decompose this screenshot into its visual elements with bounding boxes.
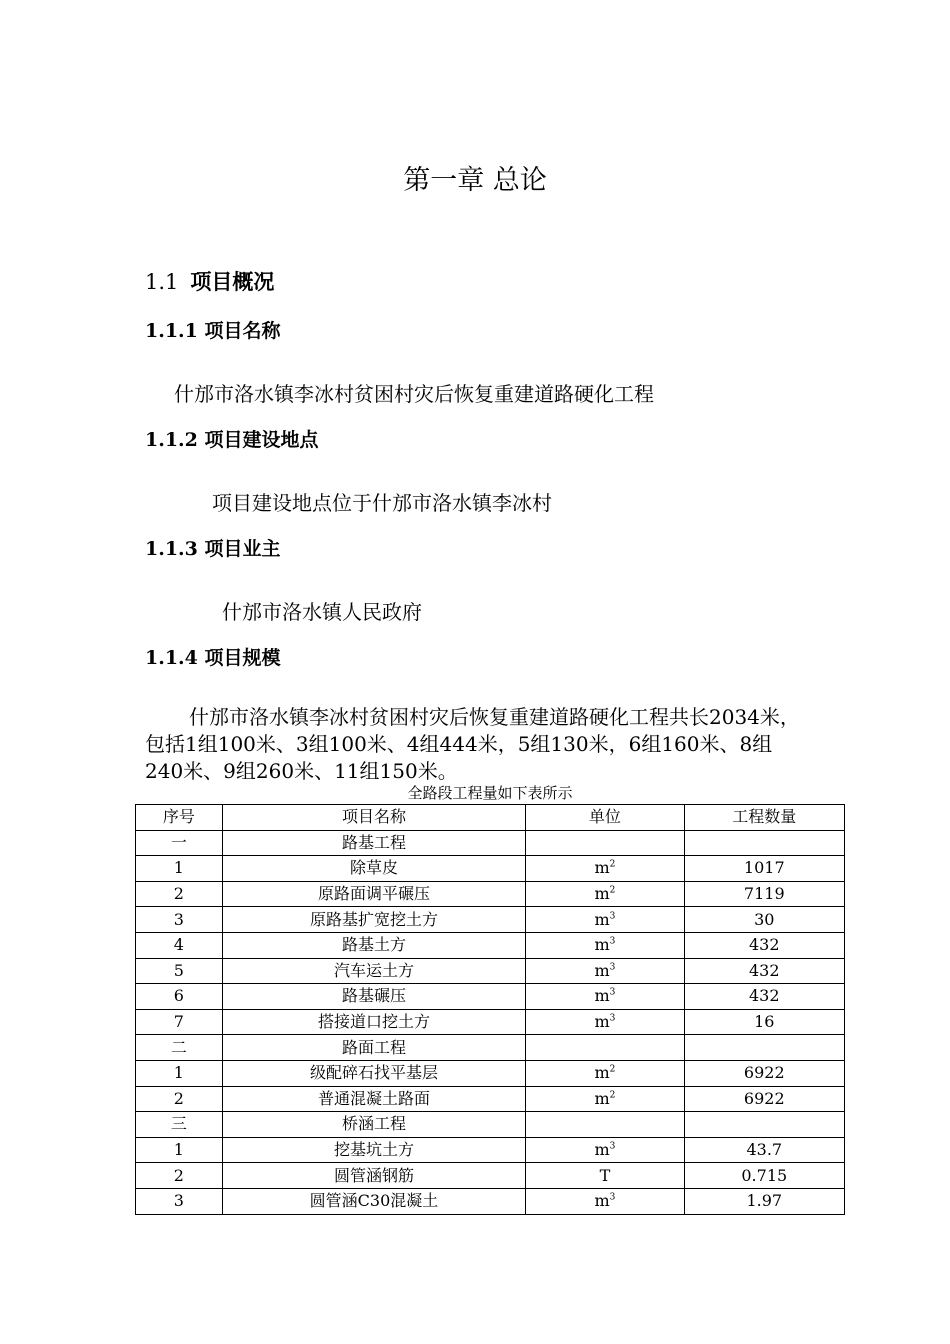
cell-item: 除草皮 [222, 856, 526, 882]
cell-quantity: 6922 [684, 1060, 844, 1086]
subsection-heading-scale: 1.1.4 项目规模 [145, 647, 281, 669]
subsection-heading-owner: 1.1.3 项目业主 [145, 538, 281, 560]
cell-unit: T [526, 1163, 684, 1189]
cell-quantity [684, 1112, 844, 1138]
cell-unit: $m^2$ [526, 881, 684, 907]
table-row [136, 1112, 845, 1138]
table-row [136, 881, 845, 907]
cell-index: 2 [136, 881, 223, 907]
cell-index: 一 [136, 830, 223, 856]
table-row [136, 984, 845, 1010]
cell-unit: $m^3$ [526, 1137, 684, 1163]
project-scale-paragraph: 什邡市洛水镇李冰村贫困村灾后恢复重建道路硬化工程共长2034米，包括1组100米、3组100米、4组444米，5组130米，6组160米、8组240米、9组260米、11组150米。 [145, 705, 800, 783]
table-row [136, 907, 845, 933]
table-row [136, 1060, 845, 1086]
cell-item: 桥涵工程 [222, 1112, 526, 1138]
header-quantity: 工程数量 [684, 805, 844, 831]
cell-index: 3 [136, 1188, 223, 1214]
cell-quantity: 432 [684, 932, 844, 958]
subsection-heading-location: 1.1.2 项目建设地点 [145, 429, 319, 451]
table-caption: 全路段工程量如下表所示 [407, 784, 573, 802]
table-row [136, 1188, 845, 1214]
cell-unit: $m^3$ [526, 907, 684, 933]
cell-index: 5 [136, 958, 223, 984]
table-row [136, 1137, 845, 1163]
cell-unit [526, 1035, 684, 1061]
header-index: 序号 [136, 805, 223, 831]
cell-item: 原路基扩宽挖土方 [222, 907, 526, 933]
cell-item: 圆管涵钢筋 [222, 1163, 526, 1189]
table-row [136, 1086, 845, 1112]
cell-index: 2 [136, 1163, 223, 1189]
cell-item: 级配碎石找平基层 [222, 1060, 526, 1086]
section-title: 项目概况 [190, 269, 275, 294]
cell-index: 3 [136, 907, 223, 933]
cell-item: 圆管涵C30混凝土 [222, 1188, 526, 1214]
cell-index: 二 [136, 1035, 223, 1061]
cell-index: 6 [136, 984, 223, 1010]
cell-unit: $m^2$ [526, 1060, 684, 1086]
cell-index: 三 [136, 1112, 223, 1138]
cell-quantity: 432 [684, 984, 844, 1010]
cell-index: 4 [136, 932, 223, 958]
header-item: 项目名称 [222, 805, 526, 831]
cell-item: 挖基坑土方 [222, 1137, 526, 1163]
cell-unit: $m^3$ [526, 932, 684, 958]
cell-quantity: 7119 [684, 881, 844, 907]
chapter-title: 第一章 总论 [403, 165, 547, 196]
cell-index: 7 [136, 1009, 223, 1035]
cell-quantity [684, 830, 844, 856]
cell-index: 1 [136, 1060, 223, 1086]
cell-index: 2 [136, 1086, 223, 1112]
cell-item: 搭接道口挖土方 [222, 1009, 526, 1035]
cell-unit [526, 830, 684, 856]
quantities-table [135, 804, 845, 1215]
cell-item: 原路面调平碾压 [222, 881, 526, 907]
cell-quantity: 1017 [684, 856, 844, 882]
cell-unit [526, 1112, 684, 1138]
cell-item: 路面工程 [222, 1035, 526, 1061]
cell-unit: $m^3$ [526, 984, 684, 1010]
cell-item: 路基碾压 [222, 984, 526, 1010]
table-body [136, 830, 845, 1214]
project-location-text: 项目建设地点位于什邡市洛水镇李冰村 [212, 491, 552, 515]
table-row [136, 932, 845, 958]
cell-quantity: 16 [684, 1009, 844, 1035]
project-owner-text: 什邡市洛水镇人民政府 [222, 600, 422, 624]
table-row [136, 1163, 845, 1189]
cell-quantity: 432 [684, 958, 844, 984]
header-unit: 单位 [526, 805, 684, 831]
section-heading [145, 266, 274, 296]
cell-item: 汽车运土方 [222, 958, 526, 984]
cell-item: 路基工程 [222, 830, 526, 856]
cell-quantity: 0.715 [684, 1163, 844, 1189]
cell-quantity: 1.97 [684, 1188, 844, 1214]
cell-item: 路基土方 [222, 932, 526, 958]
cell-unit: $m^3$ [526, 1009, 684, 1035]
cell-quantity: 43.7 [684, 1137, 844, 1163]
cell-unit: $m^2$ [526, 1086, 684, 1112]
table-row [136, 856, 845, 882]
table-row [136, 1035, 845, 1061]
project-name-text: 什邡市洛水镇李冰村贫困村灾后恢复重建道路硬化工程 [174, 382, 654, 406]
cell-quantity: 30 [684, 907, 844, 933]
table-row [136, 958, 845, 984]
table-row [136, 1009, 845, 1035]
cell-quantity [684, 1035, 844, 1061]
cell-index: 1 [136, 1137, 223, 1163]
section-number: 1.1 [145, 270, 179, 294]
table-row [136, 830, 845, 856]
cell-unit: $m^3$ [526, 1188, 684, 1214]
cell-quantity: 6922 [684, 1086, 844, 1112]
cell-unit: $m^2$ [526, 856, 684, 882]
table-header-row [136, 805, 845, 831]
cell-unit: $m^3$ [526, 958, 684, 984]
cell-index: 1 [136, 856, 223, 882]
cell-item: 普通混凝土路面 [222, 1086, 526, 1112]
subsection-heading-name: 1.1.1 项目名称 [145, 320, 281, 342]
